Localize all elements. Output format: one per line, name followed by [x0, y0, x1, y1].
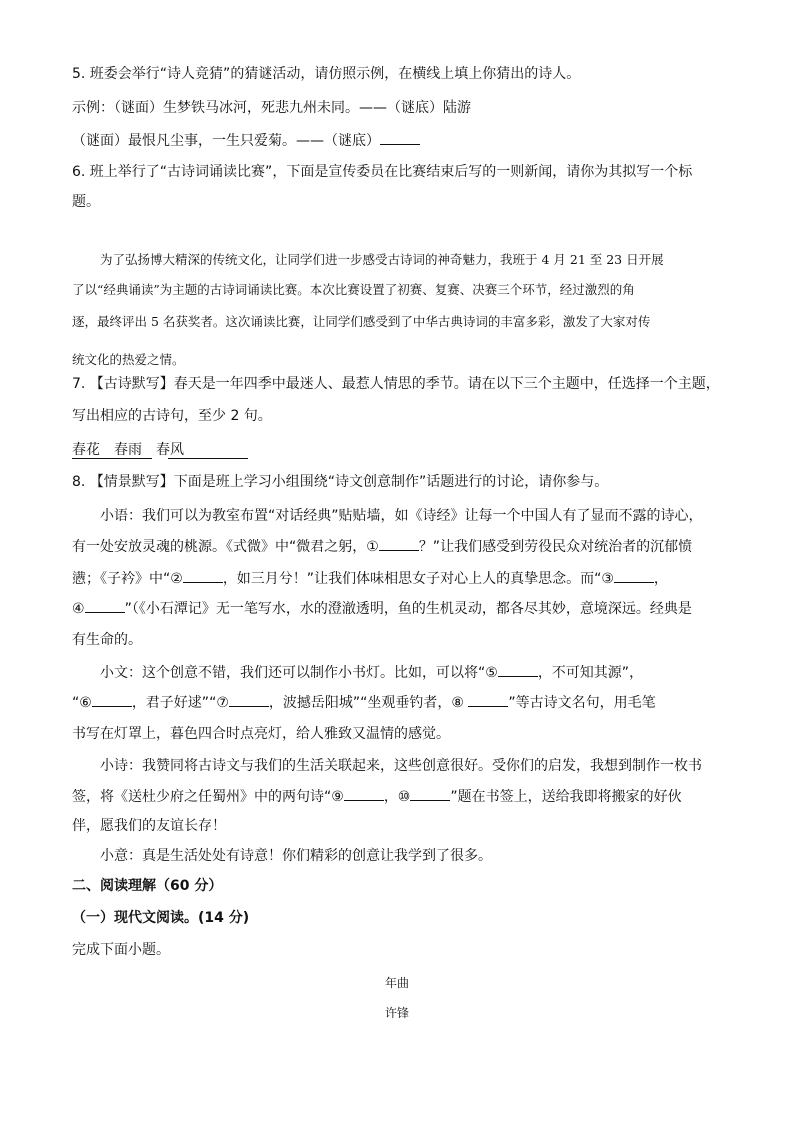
xiaoshi-line-2 [72, 786, 682, 807]
news-line-3: 逐，最终评出 5 名获奖者。这次诵读比赛，让同学们感受到了中华古典诗词的丰富多彩，激发了大家对传 [72, 314, 651, 329]
riddle-text: （谜面）最恨凡尘事，一生只爱菊。——（谜底） [72, 133, 380, 149]
xiaoshi-line-3: 伴，愿我们的友谊长存！ [72, 818, 226, 834]
text-segment: ，⑩ [383, 789, 411, 805]
xiaoyi-line: 小意：真是生活处处有诗意！你们精彩的创意让我学到了很多。 [100, 848, 492, 864]
blank-5[interactable] [498, 662, 538, 677]
blank-3[interactable] [614, 568, 654, 583]
text-segment: ？”让我们感受到劳役民众对统治者的沉郁愤 [418, 539, 693, 555]
xiaoshi-line-1: 小诗：我赞同将古诗文与我们的生活关联起来，这些创意很好。受你们的启发，我想到制作一枚书 [100, 758, 702, 774]
subsection-1-heading: （一）现代文阅读。(14 分) [72, 910, 250, 926]
question-8-prompt: 8. 【情景默写】下面是班上学习小组围绕“诗文创意制作”话题进行的讨论，请你参与。 [72, 474, 609, 490]
blank-6[interactable] [92, 692, 132, 707]
xiaoyu-line-2 [72, 536, 692, 557]
text-segment: 懑；《子衿》中“② [72, 571, 183, 587]
question-6-prompt-line1: 6. 班上举行了“古诗词诵读比赛”，下面是宣传委员在比赛结束后写的一则新闻，请你为其拟写一个标 [72, 164, 693, 180]
text-segment: 签，将《送杜少府之任蜀州》中的两句诗“⑨ [72, 789, 344, 805]
text-segment: ”（《小石潭记》无一笔写水，水的澄澈透明，鱼的生机灵动，都各尽其妙，意境深远。经典是 [124, 601, 692, 617]
answer-blank[interactable] [380, 130, 420, 145]
xiaowen-line-1 [72, 662, 643, 683]
text-segment: ，如三月兮！”让我们体味相思女子对心上人的真挚思念。而“③ [222, 571, 614, 587]
text-segment: ，君子好逑”“⑦ [131, 695, 229, 711]
answer-line-1[interactable] [72, 458, 152, 459]
news-line-1: 为了弘扬博大精深的传统文化，让同学们进一步感受古诗词的神奇魅力，我班于 4 月 21 至 23 日开展 [100, 252, 664, 267]
question-6-prompt-line2: 题。 [72, 194, 100, 210]
question-7-prompt-line1: 7. 【古诗默写】春天是一年四季中最迷人、最惹人情思的季节。请在以下三个主题中，任选择一个主题， [72, 376, 720, 392]
instruction-text: 完成下面小题。 [72, 942, 170, 958]
question-5-prompt: 5. 班委会举行“诗人竞猜”的猜谜活动，请仿照示例，在横线上填上你猜出的诗人。 [72, 66, 581, 82]
xiaoyu-line-3 [72, 568, 668, 589]
text-segment: 有一处安放灵魂的桃源。《式微》中“微君之躬，① [72, 539, 379, 555]
blank-1[interactable] [379, 536, 419, 551]
section-2-heading: 二、阅读理解（60 分） [72, 878, 223, 894]
xiaoyu-line-4 [72, 598, 692, 619]
blank-10[interactable] [410, 786, 450, 801]
xiaowen-line-3: 书写在灯罩上，暮色四合时点亮灯，给人雅致又温情的感觉。 [72, 726, 450, 742]
text-segment: ，波撼岳阳城”“坐观垂钓者，⑧ [268, 695, 469, 711]
question-7-prompt-line2: 写出相应的古诗句，至少 2 句。 [72, 408, 272, 424]
text-segment: ”题在书签上，送给我即将搬家的好伙 [450, 789, 682, 805]
text-segment: ，不可知其源”， [537, 665, 644, 681]
article-title: 年曲 [384, 976, 409, 990]
text-segment: 小文：这个创意不错，我们还可以制作小书灯。比如，可以将“⑤ [100, 665, 498, 681]
news-line-2: 了以“经典诵读”为主题的古诗词诵读比赛。本次比赛设置了初赛、复赛、决赛三个环节，经过激烈的角 [72, 282, 635, 297]
blank-2[interactable] [183, 568, 223, 583]
text-segment: ④ [72, 601, 85, 617]
news-line-4: 统文化的热爱之情。 [72, 352, 185, 367]
blank-9[interactable] [344, 786, 384, 801]
question-7-themes: 春花 春雨 春风 [72, 442, 184, 458]
xiaowen-line-2 [72, 692, 656, 713]
question-5-example: 示例：（谜面）生梦铁马冰河，死悲九州未同。——（谜底）陆游 [72, 100, 471, 116]
article-author: 许锋 [384, 1006, 409, 1020]
answer-line-2[interactable] [168, 458, 248, 459]
text-segment: ”等古诗文名句，用毛笔 [508, 695, 656, 711]
blank-4[interactable] [85, 598, 125, 613]
text-segment: “⑥ [72, 695, 92, 711]
xiaoyu-line-5: 有生命的。 [72, 632, 142, 648]
blank-7[interactable] [229, 692, 269, 707]
question-5-riddle [72, 130, 420, 151]
xiaoyu-line-1: 小语：我们可以为教室布置“对话经典”贴贴墙，如《诗经》让每一个中国人有了显而不露的诗心， [100, 508, 703, 524]
text-segment: ， [653, 571, 668, 587]
blank-8[interactable] [468, 692, 508, 707]
